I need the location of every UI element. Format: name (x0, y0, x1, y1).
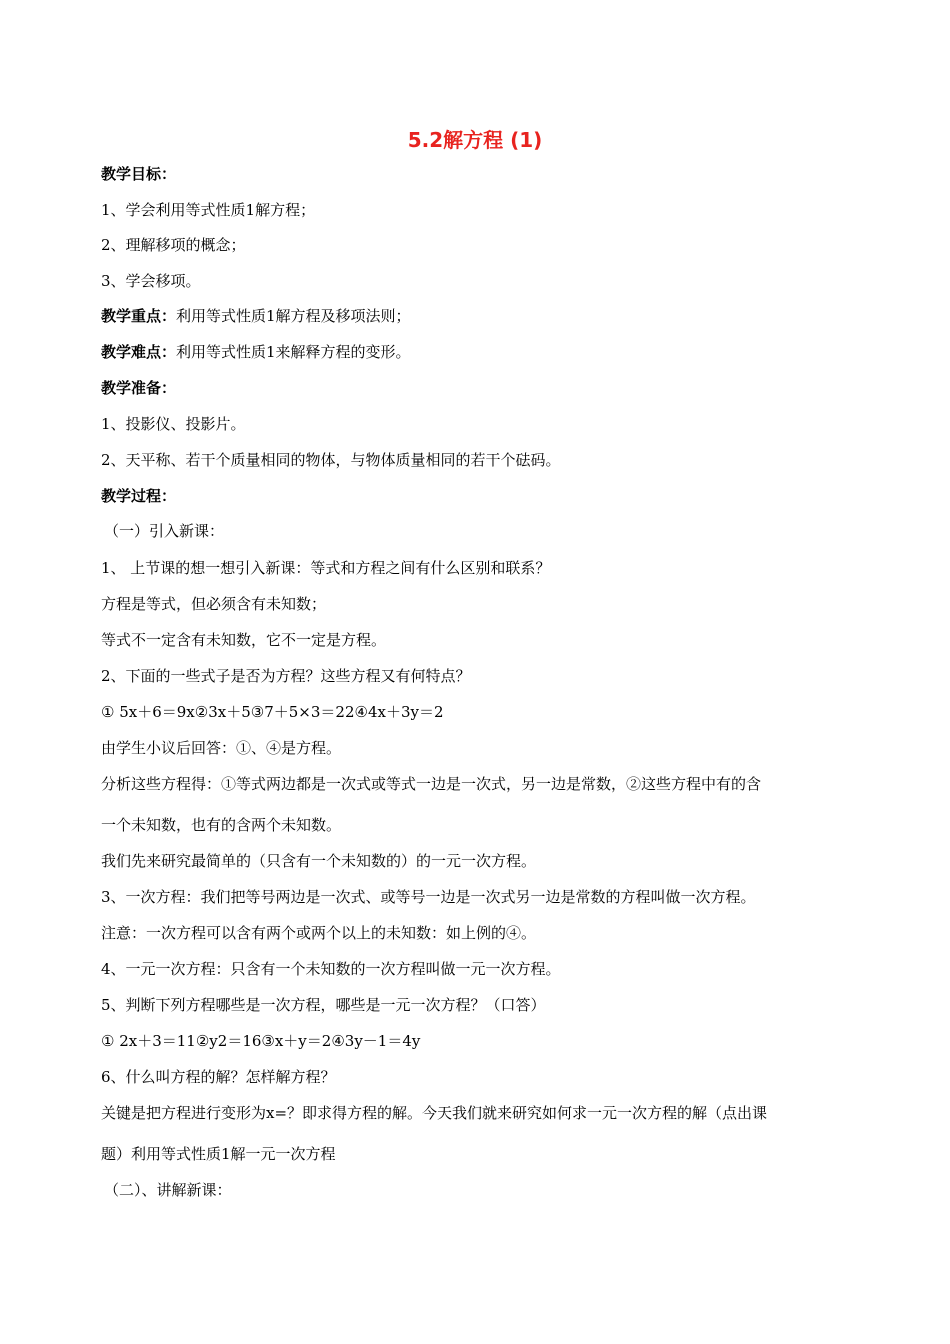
goal-item: 1、学会利用等式性质1解方程； (101, 201, 316, 219)
body-line: 我们先来研究最简单的（只含有一个未知数的）的一元一次方程。 (101, 852, 537, 870)
body-line: 一个未知数，也有的含两个未知数。 (101, 816, 342, 834)
equation-line: ① 2x＋3＝11②y2＝16③x＋y＝2④3y－1＝4y (101, 1032, 421, 1050)
body-line: 注意：一次方程可以含有两个或两个以上的未知数：如上例的④。 (101, 924, 537, 942)
difficulty-label: 教学难点： (101, 343, 177, 361)
preparation-item: 2、天平称、若干个质量相同的物体，与物体质量相同的若干个砝码。 (101, 451, 561, 469)
difficulty (101, 342, 411, 362)
body-line: 4、一元一次方程：只含有一个未知数的一次方程叫做一元一次方程。 (101, 960, 561, 978)
body-line: 题）利用等式性质1解一元一次方程 (101, 1145, 336, 1163)
equation-line: ① 5x＋6＝9x②3x＋5③7＋5×3＝22④4x＋3y＝2 (101, 703, 444, 721)
process-heading: 教学过程： (101, 487, 177, 505)
preparation-item: 1、投影仪、投影片。 (101, 415, 246, 433)
body-line: 方程是等式，但必须含有未知数； (101, 595, 327, 613)
body-line: 1、 上节课的想一想引入新课：等式和方程之间有什么区别和联系？ (101, 559, 551, 577)
goals-heading: 教学目标： (101, 165, 177, 183)
body-line: 5、判断下列方程哪些是一次方程，哪些是一元一次方程？（口答） (101, 996, 546, 1014)
page-title: 5.2解方程 (1) (407, 128, 543, 152)
difficulty-text: 利用等式性质1来解释方程的变形。 (176, 343, 411, 361)
body-line: 6、什么叫方程的解？怎样解方程？ (101, 1068, 336, 1086)
section-heading: （二）、讲解新课： (104, 1181, 232, 1199)
preparation-heading: 教学准备： (101, 379, 177, 397)
key-point-text: 利用等式性质1解方程及移项法则； (176, 307, 411, 325)
body-line: 3、一次方程：我们把等号两边是一次式、或等号一边是一次式另一边是常数的方程叫做一次方程。 (101, 888, 756, 906)
body-line: 2、下面的一些式子是否为方程？这些方程又有何特点？ (101, 667, 471, 685)
body-line: 等式不一定含有未知数，它不一定是方程。 (101, 631, 387, 649)
goal-item: 3、学会移项。 (101, 272, 201, 290)
body-line: 关键是把方程进行变形为x=？即求得方程的解。今天我们就来研究如何求一元一次方程的解（点出课 (101, 1104, 768, 1122)
section-heading: （一）引入新课： (104, 522, 225, 540)
key-point (101, 306, 411, 326)
key-point-label: 教学重点： (101, 307, 177, 325)
body-line: 分析这些方程得：①等式两边都是一次式或等式一边是一次式，另一边是常数，②这些方程中有的含 (101, 775, 762, 793)
goal-item: 2、理解移项的概念； (101, 236, 246, 254)
body-line: 由学生小议后回答：①、④是方程。 (101, 739, 342, 757)
